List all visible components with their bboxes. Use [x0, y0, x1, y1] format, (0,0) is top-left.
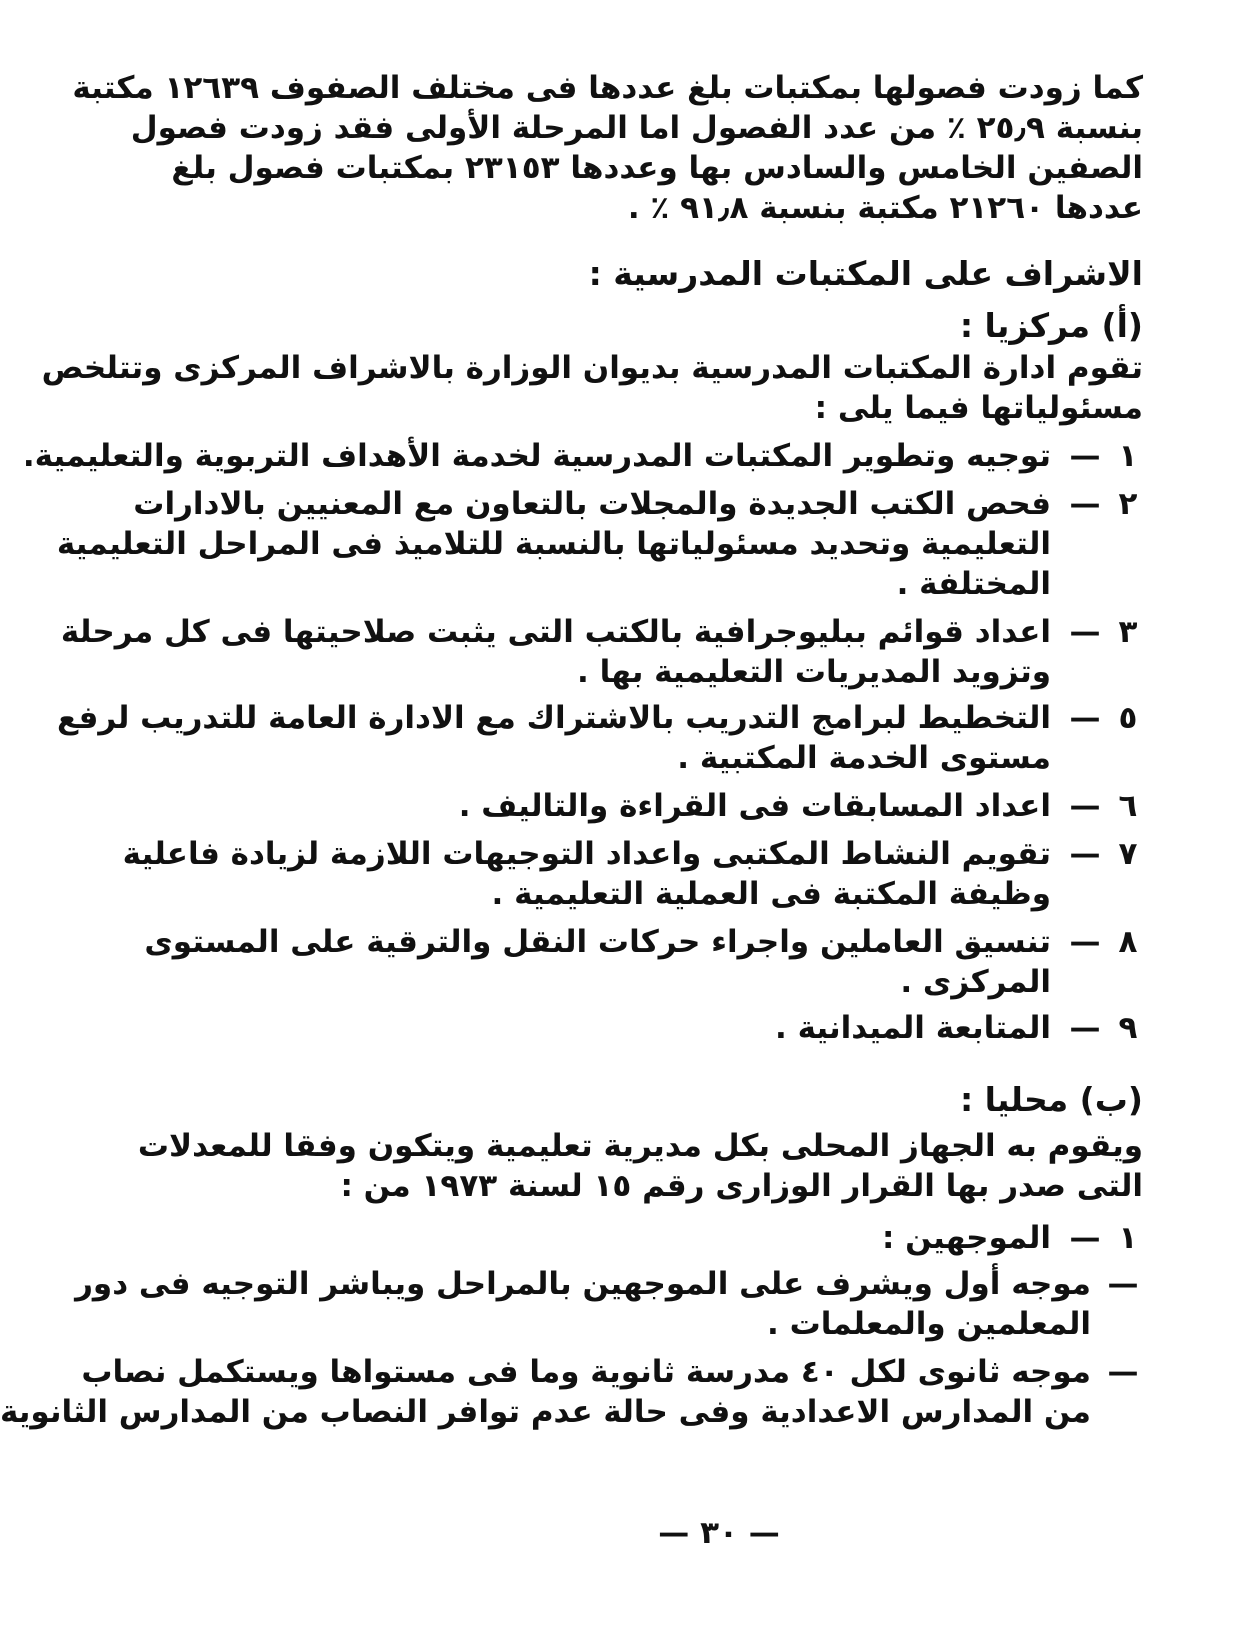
list-item — [293, 786, 1143, 826]
item-number: ٩ — [1118, 1010, 1138, 1046]
item-text-cont: مستوى الخدمة المكتبية . — [677, 740, 1051, 776]
item-text: اعداد قوائم ببليوجرافية بالكتب التى يثبت صلاحيتها فى كل مرحلة — [60, 614, 1051, 650]
list-item — [122, 834, 1143, 874]
item-text-cont: المعلمين والمعلمات . — [767, 1306, 1091, 1342]
item-dash: — — [1069, 614, 1101, 650]
item-number: ٨ — [1118, 924, 1138, 960]
item-number: ٢ — [1118, 486, 1138, 522]
item-number: ١ — [1118, 438, 1138, 474]
dash-item — [81, 1352, 1143, 1392]
intro-line: الصفين الخامس والسادس بها وعددها ٢٣١٥٣ بمكتبات فصول بلغ — [171, 150, 1143, 186]
list-item — [22, 436, 1143, 476]
item-text-cont: المركزى . — [900, 964, 1051, 1000]
item-text-cont: التعليمية وتحديد مسئولياتها بالنسبة للتلاميذ فى المراحل التعليمية — [56, 526, 1051, 562]
intro-line: كما زودت فصولها بمكتبات بلغ عددها فى مختلف الصفوف ١٢٦٣٩ مكتبة — [72, 70, 1143, 106]
item-number: ٣ — [1118, 614, 1138, 650]
item-dash: — — [1069, 788, 1101, 824]
intro-line: عددها ٢١٢٦٠ مكتبة بنسبة ٩١٫٨ ٪ . — [627, 190, 1143, 226]
central-intro-line: مسئولياتها فيما يلى : — [814, 390, 1143, 426]
local-heading: (ب) محليا : — [959, 1080, 1143, 1119]
list-item — [293, 1008, 1143, 1048]
central-intro-line: تقوم ادارة المكتبات المدرسية بديوان الوزارة بالاشراف المركزى وتتلخص — [41, 350, 1143, 386]
page-number: — ٣٠ — — [658, 1515, 780, 1551]
local-intro-line: التى صدر بها القرار الوزارى رقم ١٥ لسنة ١٩٧٣ من : — [340, 1168, 1143, 1204]
item-dash: — — [1069, 486, 1101, 522]
item-text: توجيه وتطوير المكتبات المدرسية لخدمة الأهداف التربوية والتعليمية. — [22, 438, 1051, 474]
item-dash: — — [1069, 700, 1101, 736]
item-number: ٧ — [1118, 836, 1138, 872]
item-text: المتابعة الميدانية . — [775, 1010, 1051, 1046]
item-number: ٦ — [1118, 788, 1138, 824]
item-text: التخطيط لبرامج التدريب بالاشتراك مع الادارة العامة للتدريب لرفع — [56, 700, 1051, 736]
list-item — [56, 698, 1143, 738]
intro-line: بنسبة ٢٥٫٩ ٪ من عدد الفصول اما المرحلة الأولى فقد زودت فصول — [130, 110, 1143, 146]
item-dash: — — [1069, 836, 1101, 872]
item-text: الموجهين : — [881, 1220, 1051, 1256]
item-text: موجه أول ويشرف على الموجهين بالمراحل ويباشر التوجيه فى دور — [75, 1266, 1091, 1302]
item-dash: — — [1069, 1010, 1101, 1046]
list-item — [133, 484, 1143, 524]
item-dash: — — [1069, 1220, 1101, 1256]
item-text: اعداد المسابقات فى القراءة والتاليف . — [458, 788, 1051, 824]
item-dash: — — [1069, 438, 1101, 474]
item-text-cont: وتزويد المديريات التعليمية بها . — [577, 654, 1051, 690]
local-intro-line: ويقوم به الجهاز المحلى بكل مديرية تعليمية ويتكون وفقا للمعدلات — [137, 1128, 1143, 1164]
item-text: موجه ثانوى لكل ٤٠ مدرسة ثانوية وما فى مستواها ويستكمل نصاب — [81, 1354, 1091, 1390]
item-number: ١ — [1118, 1220, 1138, 1256]
item-dash: — — [1069, 924, 1101, 960]
item-text: فحص الكتب الجديدة والمجلات بالتعاون مع المعنيين بالادارات — [133, 486, 1051, 522]
list-item — [293, 1218, 1143, 1258]
section-title: الاشراف على المكتبات المدرسية : — [588, 254, 1143, 293]
item-text: تنسيق العاملين واجراء حركات النقل والترقية على المستوى — [144, 924, 1051, 960]
item-text-cont: من المدارس الاعدادية وفى حالة عدم توافر النصاب من المدارس الثانوية — [0, 1394, 1091, 1430]
list-item — [144, 922, 1143, 962]
item-dash: — — [1107, 1354, 1139, 1390]
central-heading: (أ) مركزيا : — [959, 306, 1143, 345]
item-text-cont: المختلفة . — [896, 566, 1051, 602]
item-text-cont: وظيفة المكتبة فى العملية التعليمية . — [491, 876, 1051, 912]
list-item — [60, 612, 1143, 652]
item-dash: — — [1107, 1266, 1139, 1302]
item-text: تقويم النشاط المكتبى واعداد التوجيهات اللازمة لزيادة فاعلية — [122, 836, 1051, 872]
dash-item — [75, 1264, 1143, 1304]
item-number: ٥ — [1118, 700, 1138, 736]
